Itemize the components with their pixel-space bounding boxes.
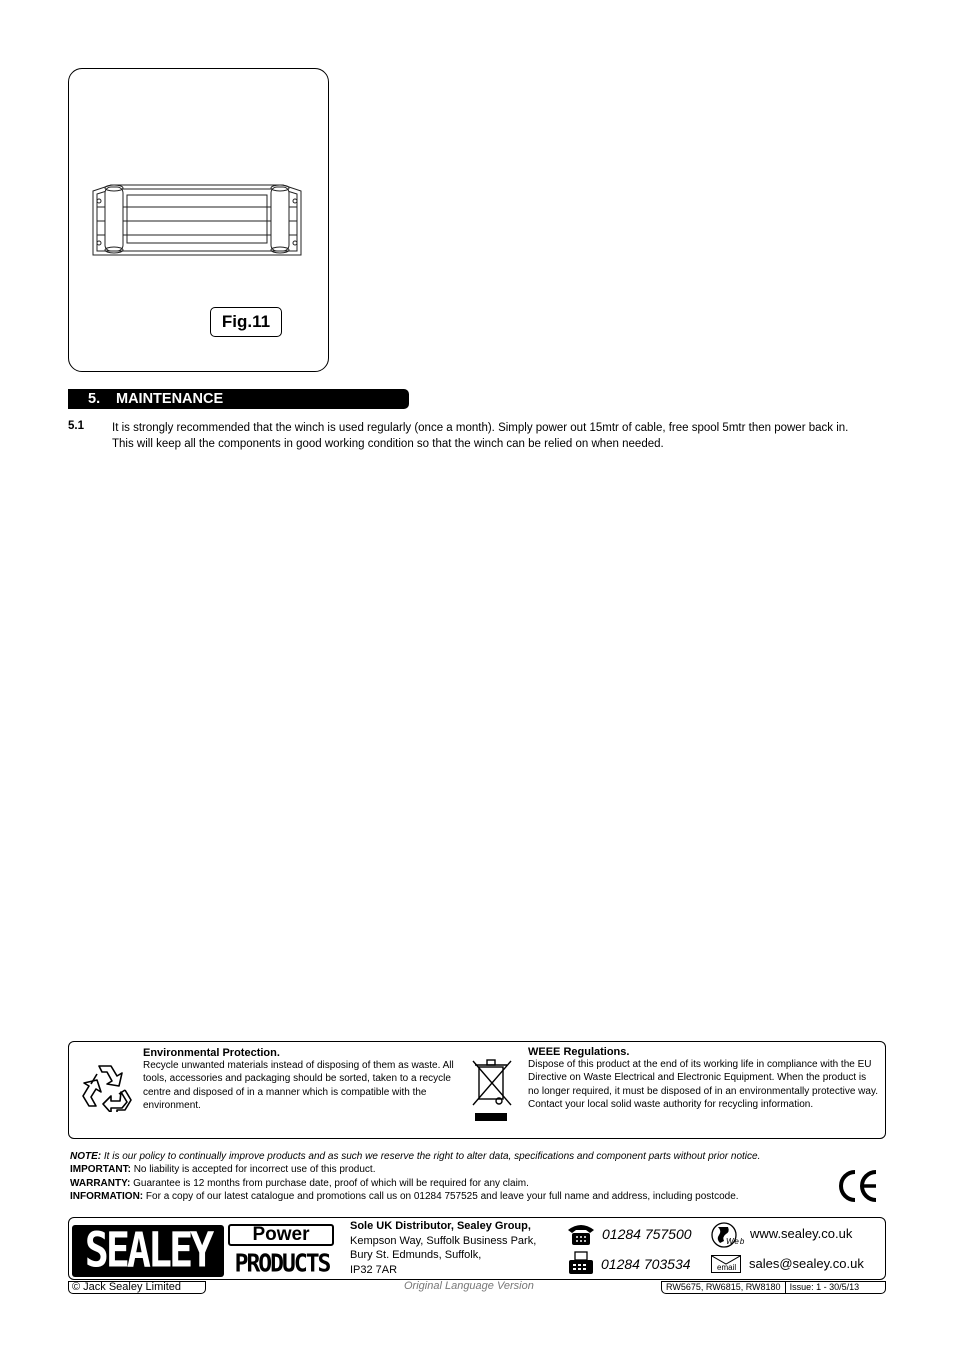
weee-title: WEEE Regulations. (528, 1046, 630, 1058)
important-line: IMPORTANT: No liability is accepted for incorrect use of this product. (70, 1164, 376, 1176)
environment-title: Environmental Protection. (143, 1047, 280, 1059)
environment-box (68, 1041, 886, 1139)
fax-icon (567, 1251, 595, 1275)
power-logo: Power (228, 1224, 334, 1246)
issue-info: Issue: 1 - 30/5/13 (789, 1282, 860, 1292)
address-line-3: IP32 7AR (350, 1263, 398, 1276)
web-icon (710, 1221, 746, 1249)
model-issue-box (661, 1281, 886, 1294)
recycle-icon (77, 1060, 133, 1112)
figure-frame (68, 68, 329, 372)
legal-notes (70, 1150, 870, 1204)
section-header (68, 389, 409, 409)
section-number: 5. (88, 391, 101, 407)
crossed-bin-icon (469, 1057, 517, 1123)
fax-number[interactable]: 01284 703534 (601, 1256, 691, 1272)
products-logo: PRODUCTS (234, 1249, 330, 1279)
distributor-title: Sole UK Distributor, Sealey Group, (350, 1220, 531, 1232)
email-link[interactable]: sales@sealey.co.uk (749, 1256, 864, 1271)
information-line: INFORMATION: For a copy of our latest catalogue and promotions call us on 01284 757525 and leave your full name and address, including postcode. (70, 1191, 739, 1203)
weee-text: Dispose of this product at the end of its working life in compliance with the EU Directive on Waste Electrical and Electronic Equipment. When the product is no longer required, it must be disposed of in an environmentally protective way. Contact your local solid waste authority for recycling information. (528, 1059, 879, 1111)
copyright: © Jack Sealey Limited (68, 1281, 206, 1294)
weee-section (528, 1046, 878, 1112)
ce-mark-icon (836, 1168, 880, 1204)
environment-text: Recycle unwanted materials instead of disposing of them as waste. All tools, accessories and packaging should be sorted, taken to a recycle centre and disposed of in a manner which is compatible with the environment. (143, 1060, 454, 1112)
figure-label: Fig.11 (210, 307, 282, 337)
sealey-logo (72, 1225, 224, 1277)
sealey-logo-text: SEALEY (84, 1225, 212, 1277)
fairlead-drawing (87, 181, 307, 261)
email-icon-label: email (717, 1263, 737, 1272)
warranty-line: WARRANTY: Guarantee is 12 months from purchase date, proof of which will be required for any claim. (70, 1177, 529, 1189)
language-version: Original Language Version (404, 1280, 534, 1292)
distributor-address (350, 1219, 536, 1277)
web-icon-label: Web (726, 1237, 746, 1246)
note-line: NOTE: It is our policy to continually improve products and as such we reserve the right to alter data, specifications and component parts without prior notice. (70, 1151, 761, 1162)
paragraph-text: It is strongly recommended that the winch is used regularly (once a month). Simply power out 15mtr of cable, free spool 5mtr then power back in. This will keep all the components in good working condition so that the winch can be relied on when needed. (112, 422, 849, 450)
website-link[interactable]: www.sealey.co.uk (750, 1226, 853, 1241)
telephone-icon (566, 1222, 596, 1246)
email-icon (711, 1255, 741, 1273)
paragraph-number: 5.1 (68, 420, 84, 432)
phone-number[interactable]: 01284 757500 (602, 1226, 692, 1242)
address-line-1: Kempson Way, Suffolk Business Park, (350, 1234, 537, 1247)
model-numbers: RW5675, RW6815, RW8180 (662, 1282, 786, 1293)
environment-section (143, 1047, 463, 1113)
section-title: MAINTENANCE (116, 391, 224, 407)
address-line-2: Bury St. Edmunds, Suffolk, (350, 1249, 482, 1261)
